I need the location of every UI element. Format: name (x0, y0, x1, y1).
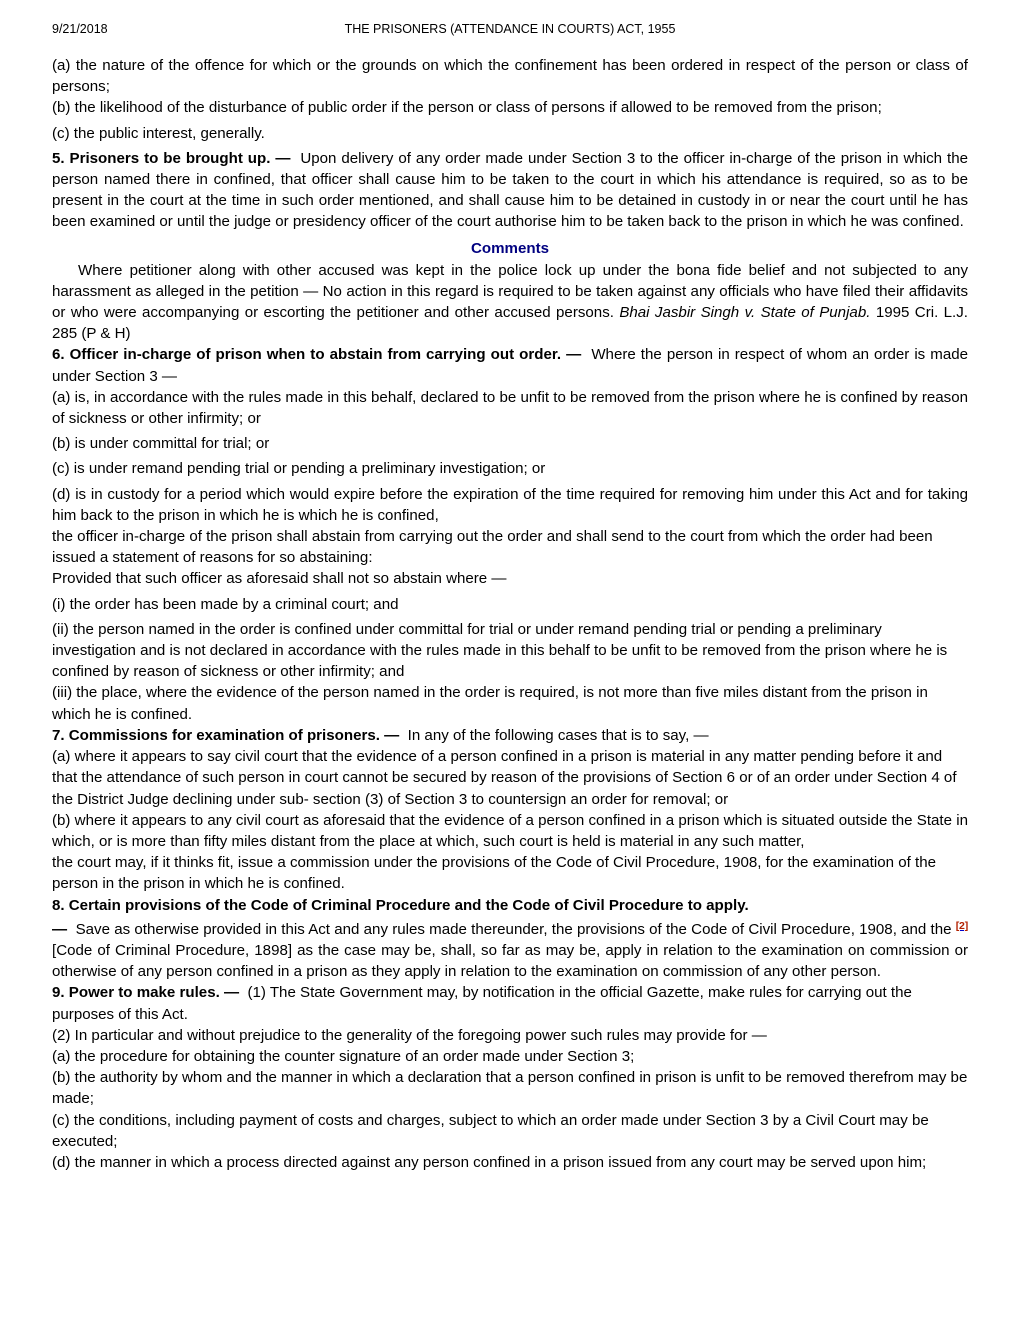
section-7-heading: 7. Commissions for examination of prisoners. (52, 726, 380, 744)
section-9-dash: — (223, 984, 240, 1002)
section-6-heading: 6. Officer in-charge of prison when to abstain from carrying out order. (52, 346, 562, 364)
section-6-clause-d: (d) is in custody for a period which would expire before the expiration of the time required for removing him under this Act and for taking him back to the prison in which he is which he is confined, (52, 485, 968, 524)
section-8-text-part2: [Code of Criminal Procedure, 1898] as the case may be, shall, so far as may be, apply in relation to the examination on commission or otherwise of any person confined in a prison as they apply in relation to the examination on commission of any other person. (52, 941, 968, 981)
section-9-heading: 9. Power to make rules. (52, 984, 220, 1002)
document-body (52, 55, 968, 1173)
section-6-clause-b: (b) is under committal for trial; or (52, 435, 270, 453)
section-9-clause-a: (a) the procedure for obtaining the counter signature of an order made under Section 3; (52, 1047, 635, 1065)
section-9-paragraph (52, 982, 968, 1024)
section-7-clause-a: (a) where it appears to say civil court that the evidence of a person confined in a prison is material in any matter pending before it and that the attendance of such person in court cannot be secured by reason of the provisions of Section 6 or of an order under Section 4 of the District Judge declining under sub- section (3) of Section 3 to countersign an order for removal; or (52, 748, 957, 808)
section-9-clause-d: (d) the manner in which a process directed against any person confined in a prison issued from any court may be served upon him; (52, 1153, 927, 1171)
section-7-clause-b: (b) where it appears to any civil court as aforesaid that the evidence of a person confined in a prison which is situated outside the State in which, or is more than fifty miles distant from the place at which, such court is held is material in any such matter, (52, 811, 968, 850)
header-title: THE PRISONERS (ATTENDANCE IN COURTS) ACT, 1955 (344, 22, 676, 36)
section-6-proviso-iii: (iii) the place, where the evidence of the person named in the order is required, is not more than five miles distant from the prison in which he is confined. (52, 684, 928, 723)
section-9-clause-c: (c) the conditions, including payment of costs and charges, subject to which an order made under Section 3 by a Civil Court may be executed; (52, 1111, 929, 1150)
section-8-dash: — (52, 920, 68, 938)
section-6-paragraph (52, 344, 968, 386)
section-9-sub-2: (2) In particular and without prejudice to the generality of the foregoing power such rules may provide for — (52, 1026, 767, 1044)
clause-3c: (c) the public interest, generally. (52, 124, 265, 142)
section-6-proviso-i: (i) the order has been made by a criminal court; and (52, 595, 399, 613)
section-5-text: Upon delivery of any order made under Section 3 to the officer in-charge of the prison in which the person named there in confined, that officer shall cause him to be taken to the court in which his attendance is required, so as to be present in the court at the time in such order mentioned, and shall cause him to be detained in custody in or near the court until he has been examined or until the judge or presidency officer of the court authorise him to be taken back to the prison in which he was confined. (52, 149, 968, 231)
comments-citation-reference: 1995 Cri. L.J. 285 (P & H) (52, 304, 968, 343)
section-5-dash: — (275, 149, 291, 167)
footnote-reference-2[interactable]: [2] (955, 919, 968, 932)
section-8-paragraph (52, 916, 968, 983)
section-8-heading: 8. Certain provisions of the Code of Criminal Procedure and the Code of Civil Procedure to apply. (52, 896, 749, 914)
section-9-clause-b: (b) the authority by whom and the manner in which a declaration that a person confined in prison is unfit to be removed therefrom may be made; (52, 1069, 968, 1108)
section-6-lead-text: Where the person in respect of whom an order is made under Section 3 — (52, 346, 969, 385)
section-7-closing: the court may, if it thinks fit, issue a commission under the provisions of the Code of Civil Procedure, 1908, for the examination of the person in the prison in which he is confined. (52, 854, 936, 893)
section-8-text-part1: Save as otherwise provided in this Act and any rules made thereunder, the provisions of the Code of Civil Procedure, 1908, and the (75, 920, 956, 938)
page-header (52, 22, 968, 44)
section-7-paragraph (52, 725, 968, 746)
section-6-clause-c: (c) is under remand pending trial or pending a preliminary investigation; or (52, 460, 546, 478)
header-date: 9/21/2018 (52, 22, 108, 36)
section-7-lead-text: In any of the following cases that is to say, — (407, 726, 709, 744)
comments-citation-case: Bhai Jasbir Singh v. State of Punjab. (619, 304, 871, 322)
section-6-clause-a: (a) is, in accordance with the rules made in this behalf, declared to be unfit to be removed from the prison where he is confined by reason of sickness or other infirmity; or (52, 388, 968, 428)
section-5-paragraph (52, 148, 968, 233)
section-6-proviso-ii: (ii) the person named in the order is confined under committal for trial or under remand pending trial or pending a preliminary investigation and is not declared in accordance with the rules made in this behalf to be unfit to be removed from the prison where he is confined by reason of sickness or other infirmity; and (52, 620, 948, 681)
section-6-closing: the officer in-charge of the prison shall abstain from carrying out the order and shall send to the court from which the order had been issued a statement of reasons for so abstaining: (52, 528, 933, 567)
section-9-sub-1: (1) The State Government may, by notification in the official Gazette, make rules for carrying out the purposes of this Act. (52, 984, 912, 1023)
comments-paragraph (52, 260, 968, 345)
section-5-heading: 5. Prisoners to be brought up. (52, 149, 271, 167)
comments-heading: Comments (471, 239, 549, 257)
comments-text: Where petitioner along with other accused was kept in the police lock up under the bona fide belief and not subjected to any harassment as alleged in the petition — No action in this regard is required to be taken against any officials who have filed their affidavits or who were accompanying or escorting the petitioner and other accused persons. (52, 261, 968, 322)
clause-3a: (a) the nature of the offence for which or the grounds on which the confinement has been ordered in respect of the person or class of persons; (52, 57, 968, 96)
section-6-proviso: Provided that such officer as aforesaid shall not so abstain where — (52, 570, 507, 588)
clause-3b: (b) the likelihood of the disturbance of public order if the person or class of persons if allowed to be removed from the prison; (52, 99, 882, 117)
section-6-dash: — (566, 346, 582, 364)
section-7-dash: — (384, 726, 400, 744)
